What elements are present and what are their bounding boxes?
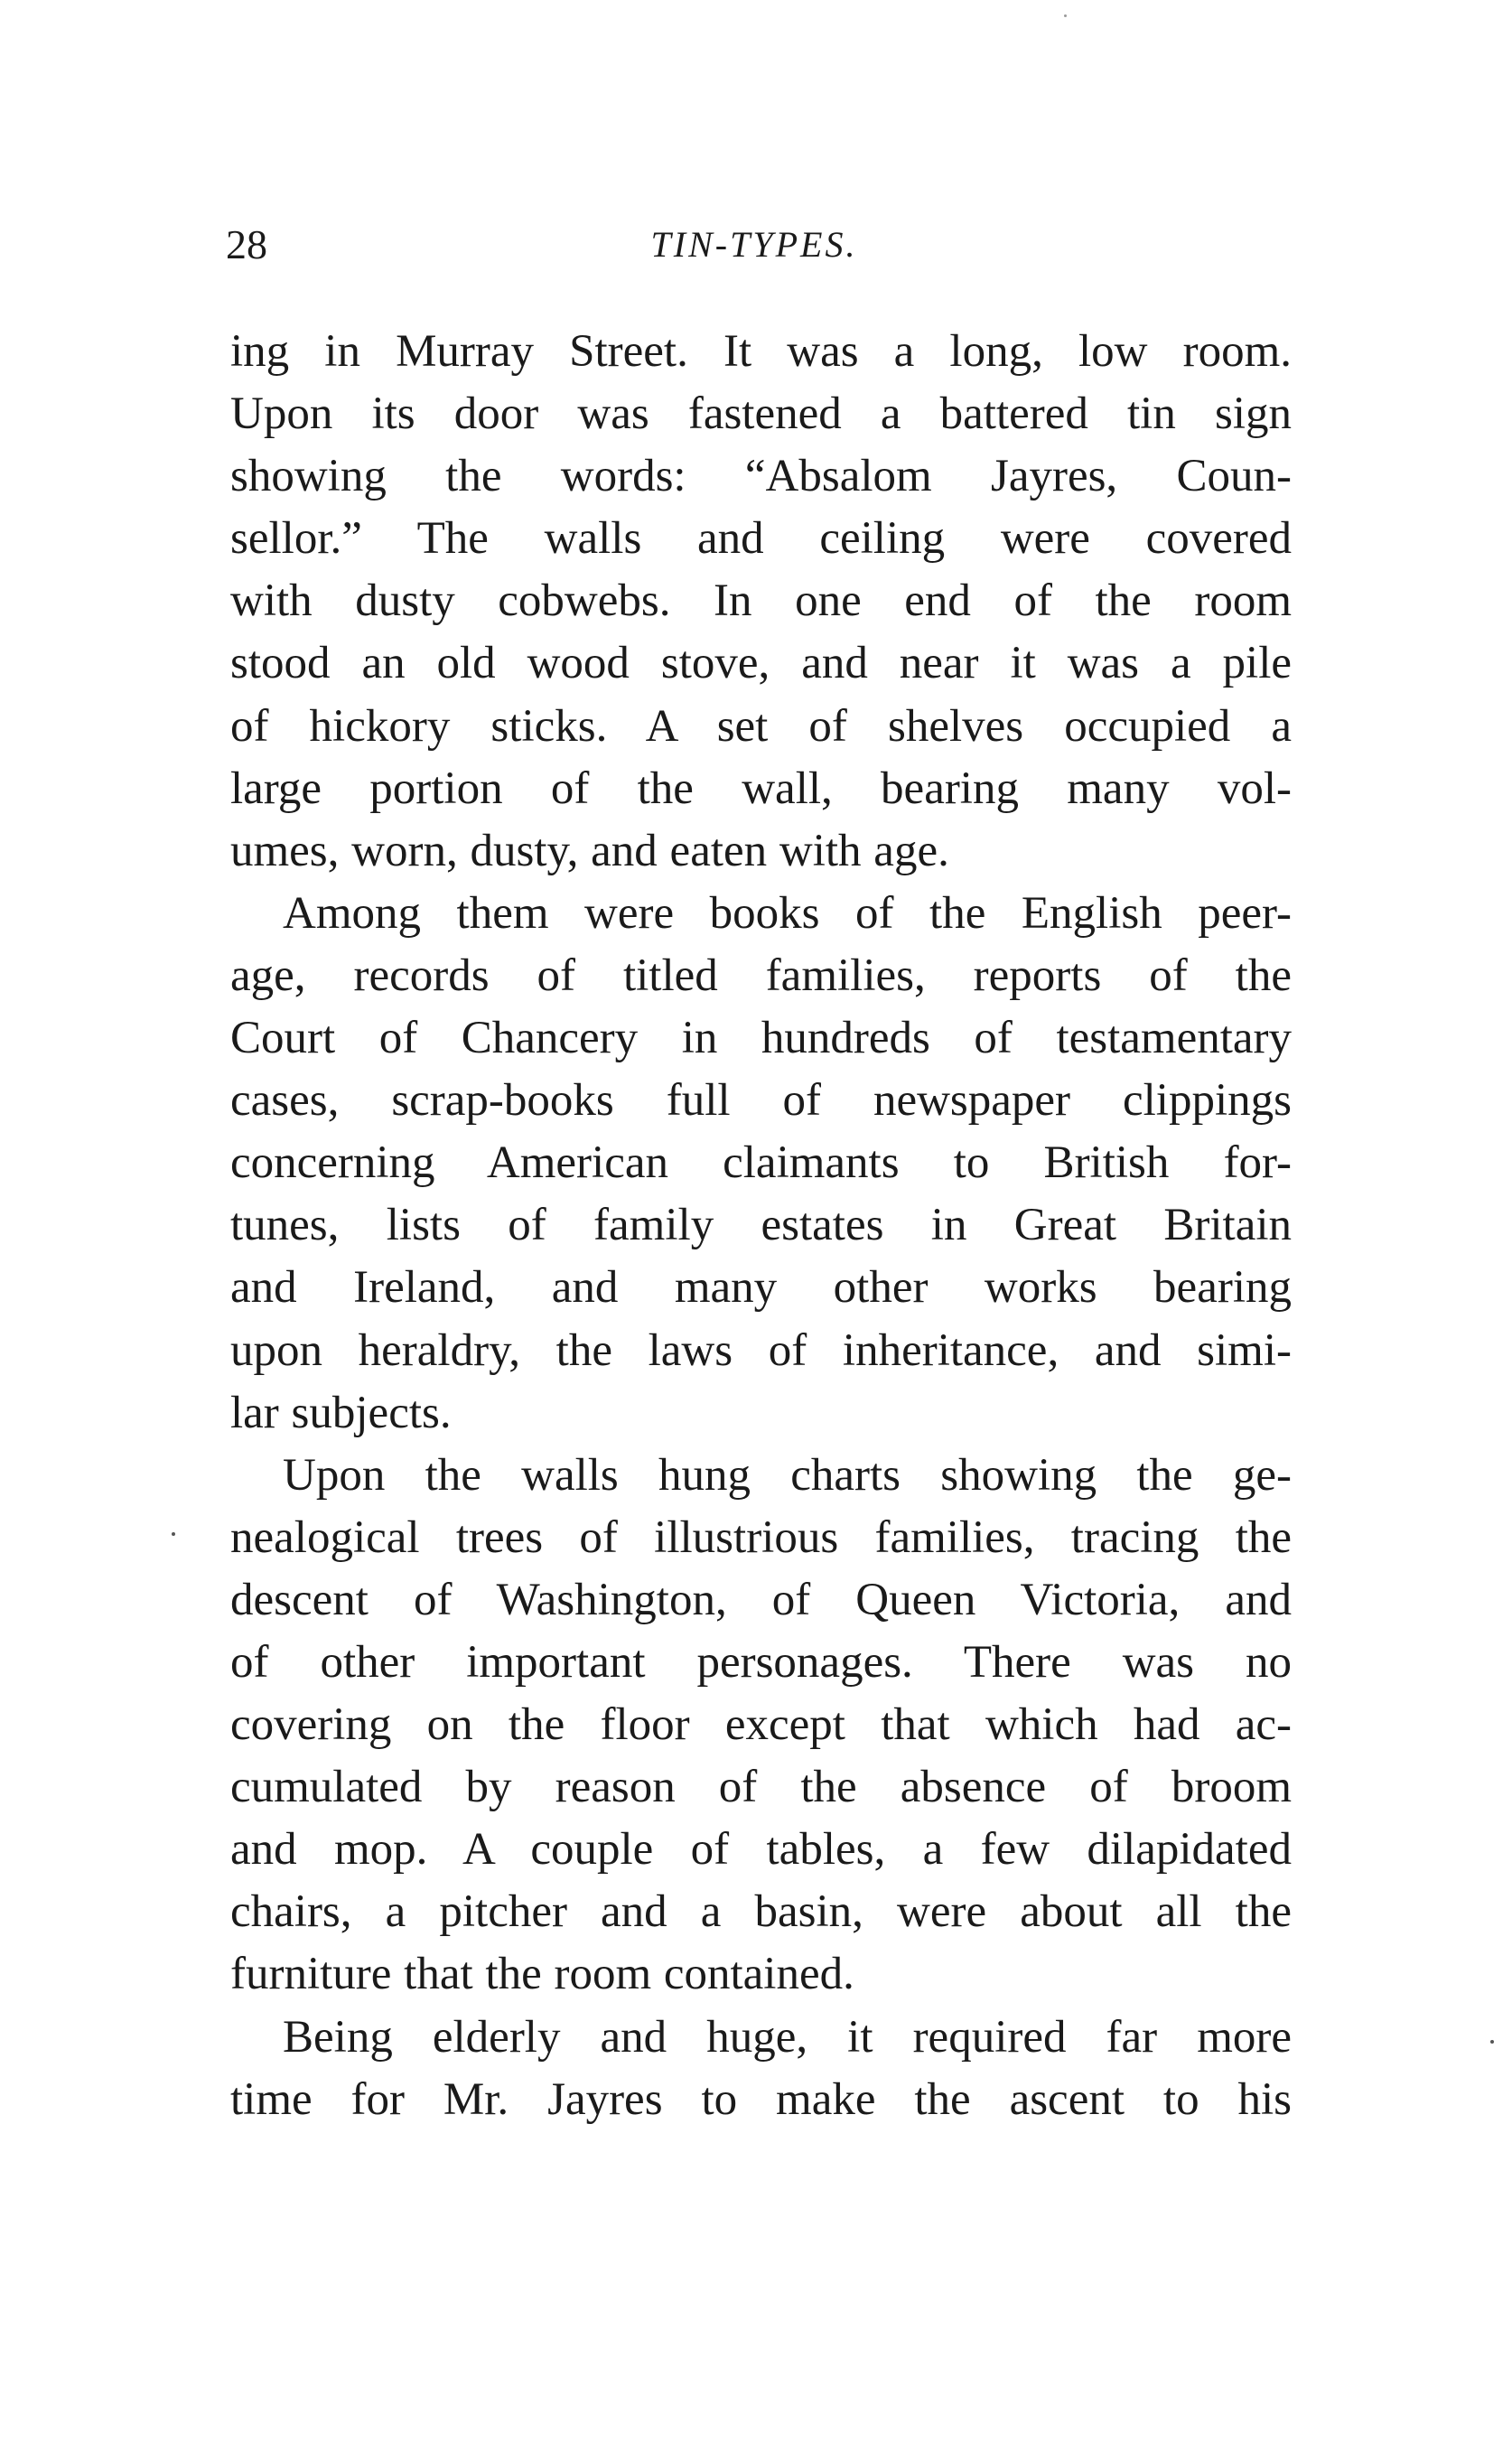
paragraph-first-line: Being elderly and huge, it required far more: [283, 2011, 1292, 2063]
paragraph-first-line: Among them were books of the English peer-: [283, 887, 1292, 939]
scan-speck: [1490, 2040, 1494, 2044]
running-title: TIN-TYPES.: [650, 224, 858, 265]
text-line: upon heraldry, the laws of inheritance, and simi-: [230, 1324, 1292, 1376]
text-line: showing the words: “Absalom Jayres, Coun-: [230, 451, 1292, 502]
paragraph-first-line: Upon the walls hung charts showing the ge-: [283, 1449, 1292, 1501]
text-line: tunes, lists of family estates in Great Britain: [230, 1200, 1292, 1251]
text-line: lar subjects.: [230, 1387, 452, 1438]
text-line: ing in Murray Street. It was a long, low room.: [230, 326, 1292, 377]
text-line: and Ireland, and many other works bearing: [230, 1262, 1292, 1314]
text-line: cases, scrap-books full of newspaper clippings: [230, 1075, 1292, 1127]
scan-speck: [1064, 14, 1067, 17]
text-line: age, records of titled families, reports of the: [230, 950, 1292, 1001]
text-line: of other important personages. There was no: [230, 1636, 1292, 1688]
text-line: covering on the floor except that which had ac-: [230, 1699, 1292, 1751]
text-line: Court of Chancery in hundreds of testamentary: [230, 1013, 1292, 1064]
body-text: [230, 321, 1292, 2131]
text-line: and mop. A couple of tables, a few dilapidated: [230, 1824, 1292, 1876]
text-line: nealogical trees of illustrious families, tracing the: [230, 1511, 1292, 1563]
text-line: with dusty cobwebs. In one end of the room: [230, 575, 1292, 627]
text-line: large portion of the wall, bearing many vol-: [230, 763, 1292, 814]
scan-speck: [172, 1532, 175, 1536]
text-line: time for Mr. Jayres to make the ascent to his: [230, 2073, 1292, 2125]
text-line: of hickory sticks. A set of shelves occupied a: [230, 700, 1292, 752]
text-line: concerning American claimants to British for-: [230, 1137, 1292, 1189]
text-line: descent of Washington, of Queen Victoria, and: [230, 1574, 1292, 1625]
text-line: Upon its door was fastened a battered tin sign: [230, 388, 1292, 440]
running-head: [226, 213, 1283, 276]
text-line: cumulated by reason of the absence of broom: [230, 1762, 1292, 1813]
text-line: umes, worn, dusty, and eaten with age.: [230, 825, 949, 876]
text-line: furniture that the room contained.: [230, 1949, 854, 2000]
text-line: stood an old wood stove, and near it was a pile: [230, 638, 1292, 689]
page-number: 28: [226, 221, 267, 267]
text-line: chairs, a pitcher and a basin, were about all the: [230, 1886, 1292, 1938]
text-line: sellor.” The walls and ceiling were covered: [230, 513, 1292, 565]
